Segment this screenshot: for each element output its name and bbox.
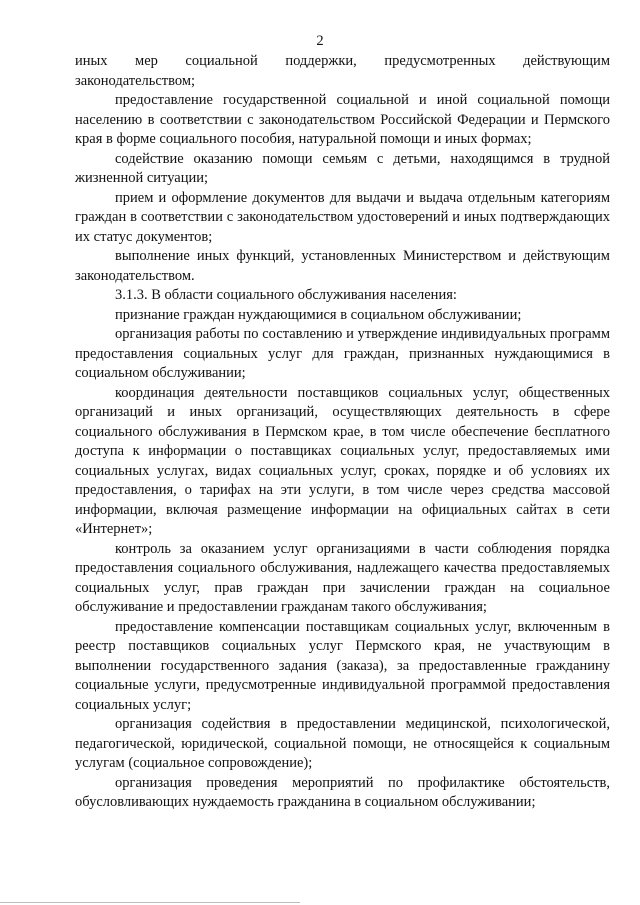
paragraph: организация работы по составлению и утверждение индивидуальных программ предоставления социальных услуг для граждан, признанных нуждающимися в социальном обслуживании;	[75, 326, 610, 381]
paragraph: организация проведения мероприятий по профилактике обстоятельств, обусловливающих нуждаемость гражданина в социальном обслуживании;	[75, 774, 610, 810]
paragraph: координация деятельности поставщиков социальных услуг, общественных организаций и иных организаций, осуществляющих деятельность в сфере социального обслуживания в Пермском крае, в том числе обеспечение бесплатного доступа к информации о поставщиках социальных услуг, предоставляемых ими социальных услугах, видах социальных услуг, сроках, порядке и об условиях их предоставления, о тарифах на эти услуги, в том числе через средства массовой информации, включая размещение информации на официальных сайтах в сети «Интернет»;	[75, 384, 610, 537]
paragraph: прием и оформление документов для выдачи и выдача отдельным категориям граждан в соответствии с законодательством удостоверений и иных подтверждающих их статус документов;	[75, 189, 610, 245]
paragraph: признание граждан нуждающимися в социальном обслуживании;	[115, 306, 522, 323]
paragraph: иных мер социальной поддержки, предусмотренных действующим законодательством;	[75, 53, 610, 89]
body-text	[75, 52, 610, 813]
paragraph: выполнение иных функций, установленных Министерством и действующим законодательством.	[75, 248, 610, 284]
page-number: 2	[316, 33, 324, 49]
paragraph: предоставление государственной социальной и иной социальной помощи населению в соответствии с законодательством Российской Федерации и Пермского края в форме социального пособия, натуральной помощи и иных формах;	[75, 92, 610, 147]
footer-divider	[0, 902, 300, 904]
section-heading: 3.1.3. В области социального обслуживания населения:	[115, 287, 457, 303]
paragraph: предоставление компенсации поставщикам социальных услуг, включенным в реестр поставщиков социальных услуг Пермского края, не участвующим в выполнении государственного задания (заказа), за предоставленные гражданину социальные услуги, предусмотренные индивидуальной программой предоставления социальных услуг;	[75, 618, 610, 713]
paragraph: контроль за оказанием услуг организациями в части соблюдения порядка предоставления социального обслуживания, надлежащего качества предоставляемых социальных услуг, прав граждан при зачислении граждан на социальное обслуживание и предоставлении гражданам такого обслуживания;	[75, 540, 610, 615]
paragraph: содействие оказанию помощи семьям с детьми, находящимся в трудной жизненной ситуации;	[75, 150, 610, 186]
paragraph: организация содействия в предоставлении медицинской, психологической, педагогической, юридической, социальной помощи, не относящейся к социальным услугам (социальное сопровождение);	[75, 716, 610, 771]
